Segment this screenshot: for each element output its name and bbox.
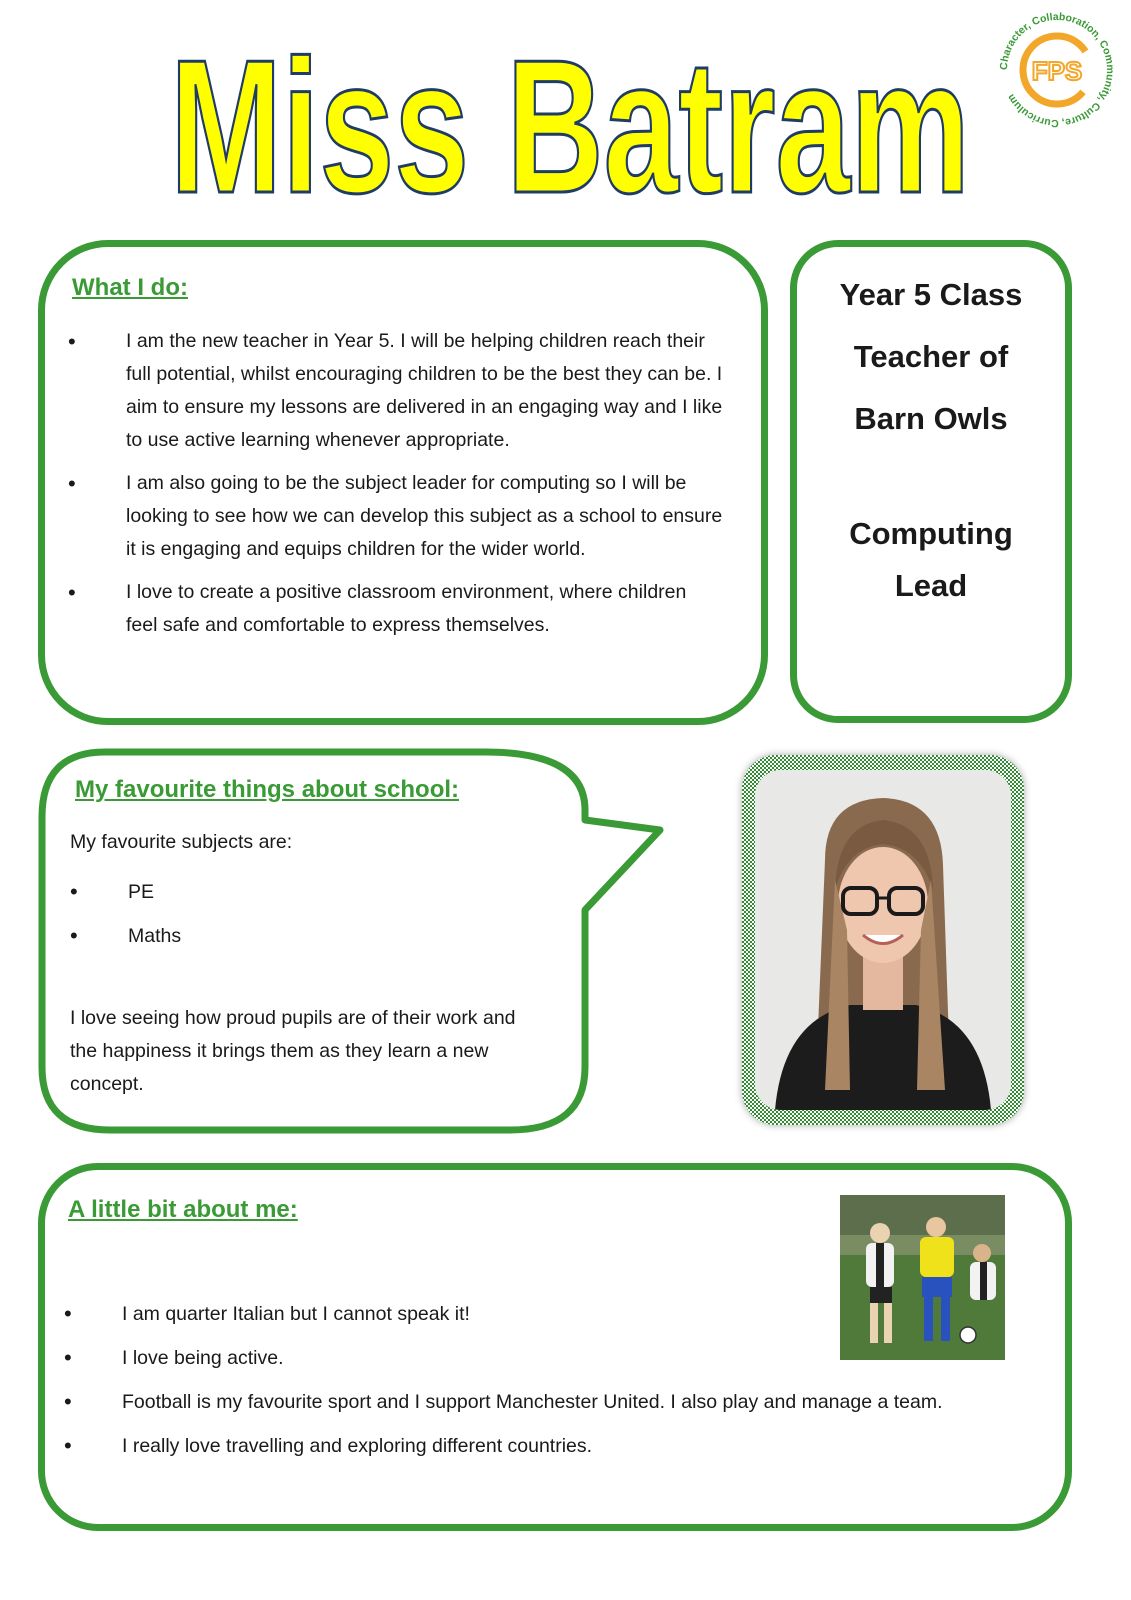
list-item: • Maths: [70, 914, 490, 958]
logo-monogram: FPS: [1031, 56, 1083, 86]
role-line: Computing: [849, 516, 1013, 551]
list-item: • I am the new teacher in Year 5. I will be helping children reach their full potential, whilst encouraging children to be the best they can be. I aim to ensure my lessons are delivered in an engaging way and I like to use active learning whenever appropriate.: [68, 325, 723, 457]
role-text: [797, 264, 1065, 612]
role-line: Barn Owls: [854, 401, 1008, 436]
list-item: • I really love travelling and exploring different countries.: [64, 1424, 1044, 1468]
list-item: • I love being active.: [64, 1336, 1044, 1380]
role-spacer: [797, 450, 1065, 508]
logo-ring-text: Character, Collaboration, Community, Culture, Curriculum: [997, 10, 1117, 130]
school-logo: [995, 8, 1119, 132]
role-line: Teacher of: [853, 339, 1009, 374]
list-item: • I love to create a positive classroom environment, where children feel safe and comfortable to express themselves.: [68, 576, 723, 642]
role-line: Lead: [894, 568, 968, 603]
what-i-do-list: [68, 325, 723, 652]
list-item: • Football is my favourite sport and I support Manchester United. I also play and manage a team.: [64, 1380, 1044, 1424]
favourites-paragraph: I love seeing how proud pupils are of their work and the happiness it brings them as they learn a new concept.: [70, 1007, 516, 1095]
role-line: Year 5 Class: [839, 277, 1023, 312]
football-photo: [840, 1195, 1005, 1360]
favourites-heading: My favourite things about school:: [75, 776, 460, 803]
favourites-intro: My favourite subjects are:: [70, 831, 293, 853]
page-title: [150, 20, 990, 220]
page-title-text: Miss Batram: [170, 21, 970, 220]
list-item: • I am also going to be the subject leader for computing so I will be looking to see how we can develop this subject as a school to ensure it is engaging and equips children for the wider world.: [68, 467, 723, 566]
list-item: • I am quarter Italian but I cannot speak it!: [64, 1292, 1044, 1336]
teacher-portrait-photo: [755, 770, 1011, 1110]
favourite-subjects-list: [70, 870, 490, 958]
what-i-do-heading: What I do:: [72, 274, 188, 301]
list-item: • PE: [70, 870, 490, 914]
about-me-heading: A little bit about me:: [68, 1196, 298, 1223]
